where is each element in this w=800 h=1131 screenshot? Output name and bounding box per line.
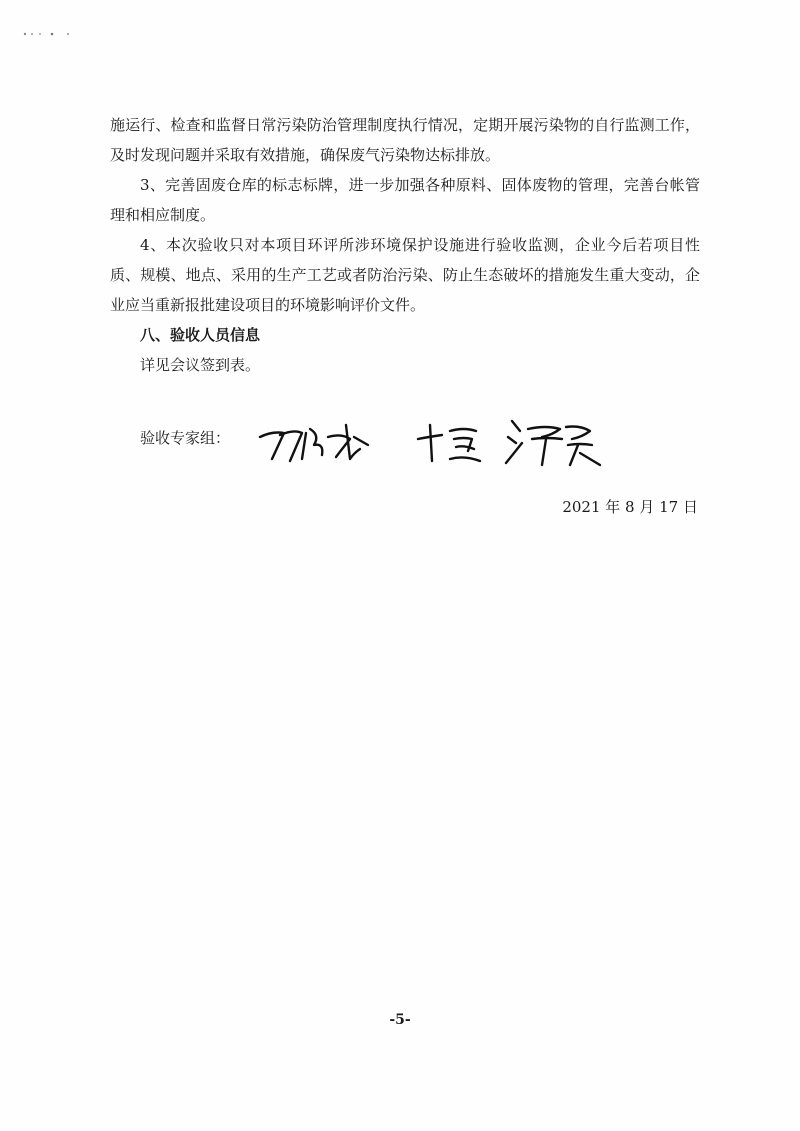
paragraph-item-3: 3、完善固废仓库的标志标牌，进一步加强各种原料、固体废物的管理，完善台帐管理和相应制度。	[110, 176, 700, 224]
handwritten-signatures	[250, 415, 610, 475]
signature-label: 验收专家组：	[140, 429, 231, 447]
document-body	[110, 110, 700, 380]
paragraph-item-4: 4、本次验收只对本项目环评所涉环境保护设施进行验收监测，企业今后若项目性质、规模、地点、采用的生产工艺或者防治污染、防止生态破坏的措施发生重大变动，企业应当重新报批建设项目的环境影响评价文件。	[110, 236, 700, 314]
page-number: -5-	[389, 1012, 411, 1028]
section-body: 详见会议签到表。	[140, 356, 261, 374]
section-heading: 八、验收人员信息	[140, 326, 261, 344]
document-date: 2021 年 8 月 17 日	[562, 498, 698, 516]
scan-artifact-marks	[22, 30, 82, 38]
paragraph-continuation: 施运行、检查和监督日常污染防治管理制度执行情况，定期开展污染物的自行监测工作，及时发现问题并采取有效措施，确保废气污染物达标排放。	[110, 116, 700, 164]
signature-block	[140, 415, 610, 475]
